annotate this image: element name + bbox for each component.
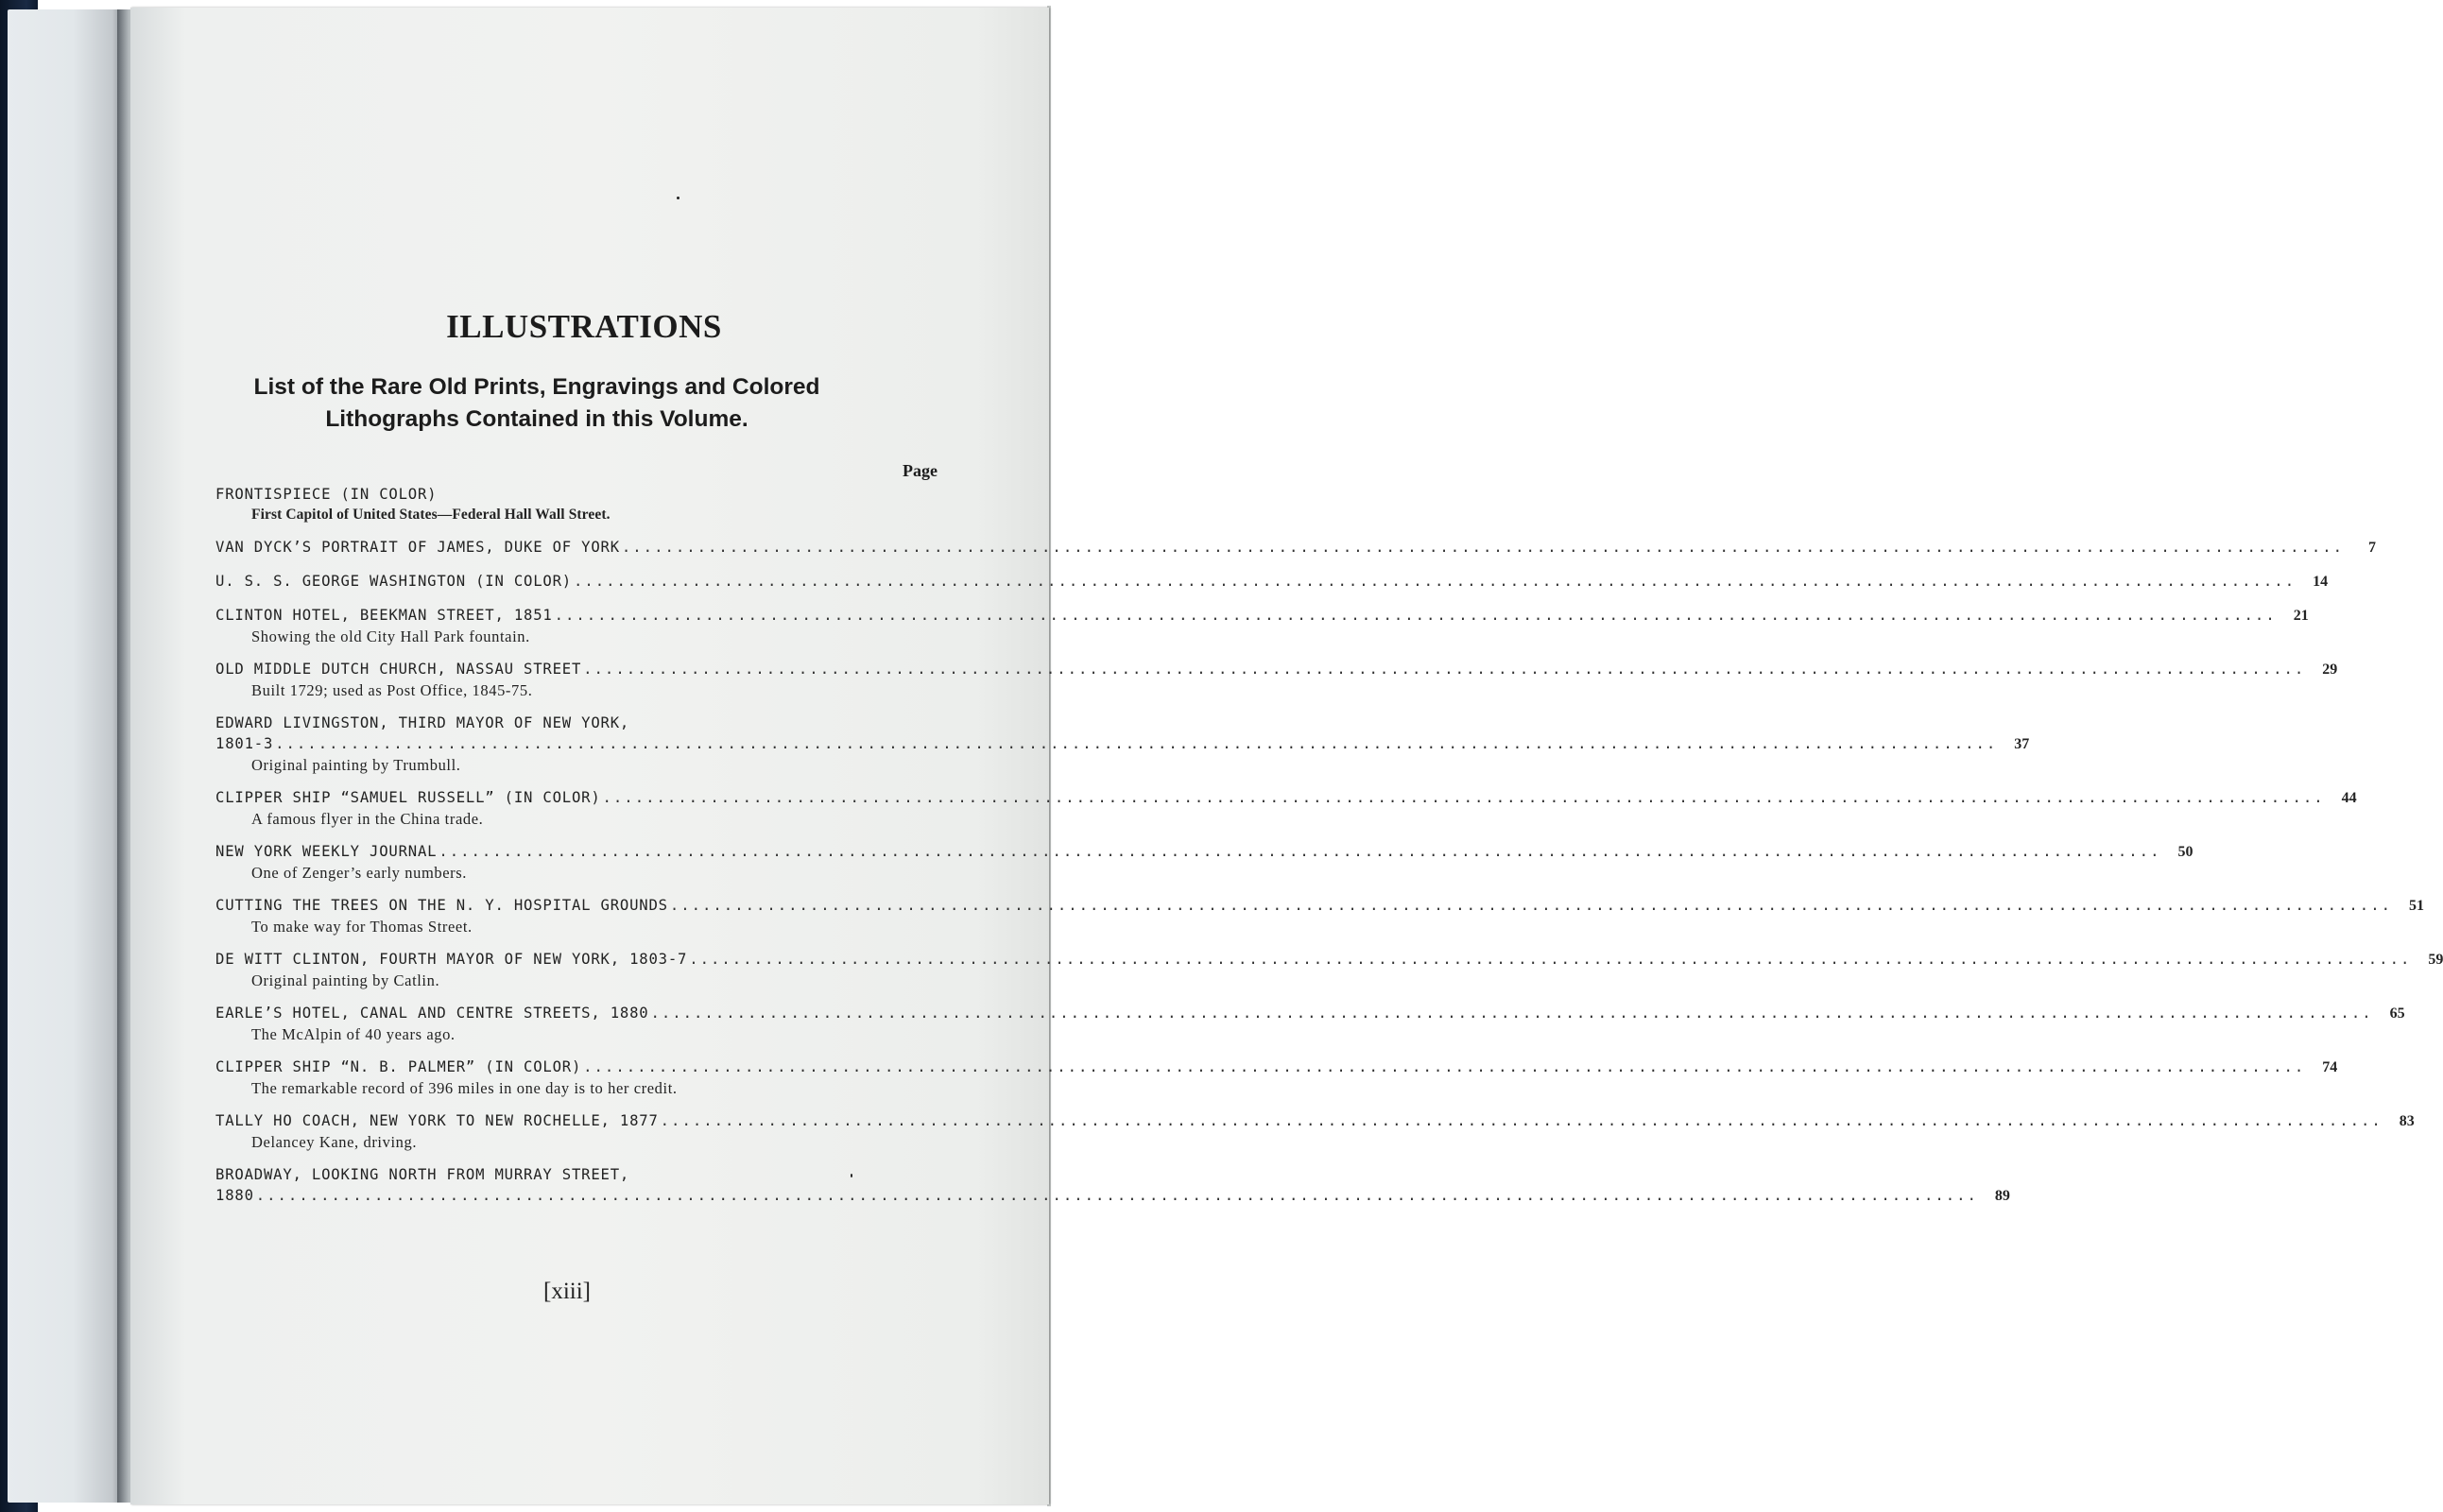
list-item	[215, 713, 2030, 775]
entry-line	[215, 659, 2338, 680]
entry-title: BROADWAY, LOOKING NORTH FROM MURRAY STREET,	[215, 1166, 630, 1183]
dot-leader: ................................................................................................................................................................	[583, 1058, 2306, 1075]
dot-leader: ................................................................................................................................................................	[275, 735, 1998, 752]
entry-page-number: 44	[2341, 790, 2357, 806]
entry-title: U. S. S. GEORGE WASHINGTON (IN COLOR)	[215, 573, 572, 590]
entry-title: CLIPPER SHIP “SAMUEL RUSSELL” (IN COLOR)	[215, 789, 601, 806]
entry-caption: Original painting by Trumbull.	[251, 756, 461, 774]
entry-caption: The McAlpin of 40 years ago.	[251, 1025, 456, 1043]
entry-line	[215, 571, 2329, 593]
dot-leader: ................................................................................................................................................................	[602, 789, 2325, 806]
list-item	[215, 1003, 2405, 1044]
entry-page-number: 74	[2322, 1059, 2338, 1075]
entry-caption: To make way for Thomas Street.	[251, 918, 473, 936]
entry-title: OLD MIDDLE DUTCH CHURCH, NASSAU STREET	[215, 661, 582, 678]
list-item	[215, 571, 2329, 593]
entry-page-number: 65	[2389, 1005, 2405, 1022]
entry-title: CLINTON HOTEL, BEEKMAN STREET, 1851	[215, 607, 553, 624]
entry-caption: Built 1729; used as Post Office, 1845-75.	[251, 681, 533, 699]
entry-title: 1880	[215, 1187, 254, 1204]
entry-caption: The remarkable record of 396 miles in one day is to her credit.	[251, 1079, 678, 1097]
entry-line	[215, 733, 2030, 755]
dot-leader: ................................................................................................................................................................	[689, 951, 2412, 968]
list-item	[215, 537, 2377, 558]
entry-line	[215, 1057, 2338, 1078]
page-subtitle	[206, 371, 868, 436]
entry-page-number: 50	[2177, 844, 2194, 860]
entry-line	[215, 1164, 886, 1185]
entry-page-number: 29	[2322, 662, 2338, 678]
entry-line	[215, 537, 2377, 558]
entry-title: FRONTISPIECE (IN COLOR)	[215, 486, 438, 503]
entry-line	[215, 949, 2443, 971]
entry-title: EDWARD LIVINGSTON, THIRD MAYOR OF NEW YORK,	[215, 714, 630, 731]
entry-line	[215, 1110, 2415, 1132]
dot-leader: ................................................................................................................................................................	[650, 1005, 2373, 1022]
subtitle-line: List of the Rare Old Prints, Engravings and Colored	[253, 374, 820, 400]
entry-title: CUTTING THE TREES ON THE N. Y. HOSPITAL GROUNDS	[215, 897, 668, 914]
entry-line	[215, 841, 2194, 863]
entry-page-number: 21	[2293, 608, 2309, 624]
dot-leader: ................................................................................................................................................................	[621, 539, 2345, 556]
entry-line	[215, 605, 2309, 627]
dot-leader: ................................................................................................................................................................	[660, 1112, 2383, 1129]
list-item	[215, 949, 2443, 990]
entry-title: 1801-3	[215, 735, 274, 752]
entry-page-number: 89	[1994, 1188, 2010, 1204]
list-item	[215, 1164, 2010, 1207]
entry-title: EARLE’S HOTEL, CANAL AND CENTRE STREETS, 1880	[215, 1005, 649, 1022]
dot-leader: ................................................................................................................................................................	[573, 573, 2297, 590]
page-number: [xiii]	[543, 1279, 591, 1304]
list-item	[215, 605, 2309, 646]
entry-caption: First Capitol of United States—Federal Hall Wall Street.	[251, 507, 611, 523]
dot-leader: ................................................................................................................................................................	[255, 1187, 1978, 1204]
entry-caption: A famous flyer in the China trade.	[251, 810, 484, 828]
list-item	[215, 659, 2338, 700]
entry-line	[215, 1185, 2010, 1207]
entry-line	[215, 1003, 2405, 1024]
list-item	[215, 841, 2194, 883]
entry-title: CLIPPER SHIP “N. B. PALMER” (IN COLOR)	[215, 1058, 582, 1075]
paper-speck	[677, 197, 680, 199]
entry-line	[215, 713, 886, 733]
list-item	[215, 1057, 2338, 1098]
entry-caption: Showing the old City Hall Park fountain.	[251, 627, 530, 645]
entry-caption: Original painting by Catlin.	[251, 971, 440, 989]
dot-leader: ................................................................................................................................................................	[583, 661, 2306, 678]
entry-page-number: 37	[2014, 736, 2030, 752]
list-item	[215, 484, 886, 524]
entry-title: TALLY HO COACH, NEW YORK TO NEW ROCHELLE, 1877	[215, 1112, 659, 1129]
subtitle-line: Lithographs Contained in this Volume.	[325, 406, 748, 432]
illustrations-list	[215, 484, 2443, 1219]
dot-leader: ................................................................................................................................................................	[554, 607, 2277, 624]
page-column-heading: Page	[903, 461, 938, 480]
entry-caption: Delancey Kane, driving.	[251, 1133, 418, 1151]
list-item	[215, 787, 2357, 829]
page-title: ILLUSTRATIONS	[446, 308, 722, 345]
entry-line	[215, 787, 2357, 809]
entry-line	[215, 484, 886, 505]
list-item	[215, 1110, 2415, 1152]
dot-leader: ................................................................................................................................................................	[669, 897, 2392, 914]
entry-line	[215, 895, 2424, 917]
entry-page-number: 14	[2313, 574, 2329, 590]
entry-page-number: 83	[2399, 1113, 2415, 1129]
dot-leader: ................................................................................................................................................................	[439, 843, 2161, 860]
entry-title: DE WITT CLINTON, FOURTH MAYOR OF NEW YORK, 1803-7	[215, 951, 688, 968]
entry-page-number: 51	[2408, 898, 2424, 914]
entry-title: VAN DYCK’S PORTRAIT OF JAMES, DUKE OF YORK	[215, 539, 620, 556]
entry-title: NEW YORK WEEKLY JOURNAL	[215, 843, 438, 860]
entry-page-number: 59	[2428, 952, 2443, 968]
entry-page-number: 7	[2368, 540, 2377, 556]
book-page	[130, 8, 2443, 1504]
list-item	[215, 895, 2424, 936]
entry-caption: One of Zenger’s early numbers.	[251, 864, 467, 882]
